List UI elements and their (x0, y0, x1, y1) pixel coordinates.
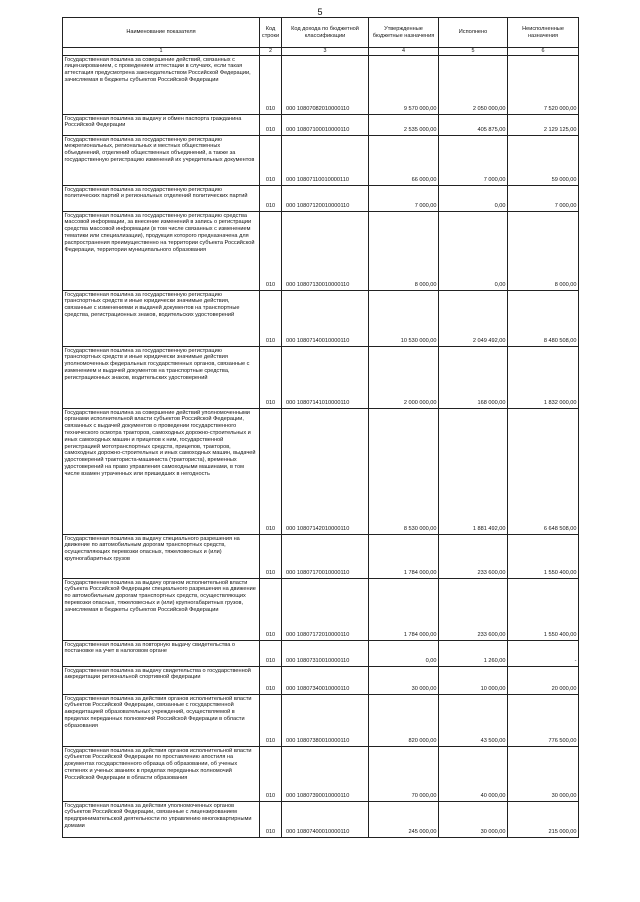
row-approved: 245 000,00 (369, 802, 439, 838)
row-approved: 9 570 000,00 (369, 56, 439, 115)
table-row (63, 186, 579, 212)
column-number: 3 (282, 48, 369, 56)
table-row (63, 802, 579, 838)
row-indicator-name: Государственная пошлина за государственную регистрацию транспортных средств и иные юридически значимые действия, связанные с изменениями и выдачей документов на транспортные средства, регистрационных знаков, водительских удостоверений (63, 291, 260, 347)
table-row (63, 56, 579, 115)
table-row (63, 747, 579, 802)
row-unexecuted: 30 000,00 (508, 747, 579, 802)
table-row (63, 291, 579, 347)
row-approved: 0,00 (369, 641, 439, 667)
row-income-code: 000 10807082010000110 (282, 56, 369, 115)
row-income-code: 000 10807380010000110 (282, 695, 369, 747)
row-line-code: 010 (260, 535, 282, 579)
row-income-code: 000 10807141010000110 (282, 347, 369, 409)
column-number: 2 (260, 48, 282, 56)
row-approved: 70 000,00 (369, 747, 439, 802)
table-row (63, 136, 579, 186)
row-approved: 2 535 000,00 (369, 115, 439, 136)
row-executed: 405 875,00 (439, 115, 508, 136)
row-indicator-name: Государственная пошлина за действия уполномоченных органов субъектов Российской Федерации, связанные с лицензированием предпринимательской деятельности по управлению многоквартирными домами (63, 802, 260, 838)
row-indicator-name: Государственная пошлина за выдачу специального разрешения на движение по автомобильным дорогам транспортных средств, осуществляющих перевозки опасных, тяжеловесных и (или) крупногабаритных грузов (63, 535, 260, 579)
row-executed: 43 500,00 (439, 695, 508, 747)
column-number: 1 (63, 48, 260, 56)
row-indicator-name: Государственная пошлина за выдачу и обмен паспорта гражданина Российской Федерации (63, 115, 260, 136)
row-indicator-name: Государственная пошлина за государственную регистрацию политических партий и региональных отделений политических партий (63, 186, 260, 212)
row-executed: 2 050 000,00 (439, 56, 508, 115)
row-line-code: 010 (260, 695, 282, 747)
row-unexecuted: 8 480 508,00 (508, 291, 579, 347)
row-line-code: 010 (260, 667, 282, 695)
row-line-code: 010 (260, 579, 282, 641)
column-number: 6 (508, 48, 579, 56)
row-unexecuted: - (508, 641, 579, 667)
table-row (63, 212, 579, 291)
header-income-code: Код дохода по бюджетной классификации (282, 18, 369, 48)
row-income-code: 000 10807130010000110 (282, 212, 369, 291)
row-line-code: 010 (260, 291, 282, 347)
column-number: 5 (439, 48, 508, 56)
header-unexecuted: Неисполненные назначения (508, 18, 579, 48)
table-header-row (63, 18, 579, 48)
row-executed: 1 881 492,00 (439, 409, 508, 535)
row-executed: 2 049 492,00 (439, 291, 508, 347)
row-approved: 7 000,00 (369, 186, 439, 212)
row-executed: 0,00 (439, 212, 508, 291)
row-approved: 1 784 000,00 (369, 535, 439, 579)
row-indicator-name: Государственная пошлина за государственную регистрацию межрегиональных, региональных и местных общественных объединений, отделений общественных объединений, а также за государственную регистрацию изменений их учредительных документов (63, 136, 260, 186)
row-indicator-name: Государственная пошлина за действия органов исполнительной власти субъектов Российской Федерации, связанные с государственной аккредитацией образовательных учреждений, осуществляемой в пределах переданных полномочий Российской Федерации в области образования (63, 695, 260, 747)
row-income-code: 000 10807400010000110 (282, 802, 369, 838)
row-income-code: 000 10807110010000110 (282, 136, 369, 186)
row-indicator-name: Государственная пошлина за государственную регистрацию транспортных средств и иные юридически значимые действия уполномоченных федеральных государственных органов, связанные с изменением и выдачей документов на транспортные средства, регистрационных знаков, водительских удостоверений (63, 347, 260, 409)
row-unexecuted: 7 000,00 (508, 186, 579, 212)
row-unexecuted: 7 520 000,00 (508, 56, 579, 115)
row-income-code: 000 10807142010000110 (282, 409, 369, 535)
row-indicator-name: Государственная пошлина за выдачу свидетельства о государственной аккредитации региональной спортивной федерации (63, 667, 260, 695)
column-number: 4 (369, 48, 439, 56)
row-approved: 30 000,00 (369, 667, 439, 695)
row-executed: 10 000,00 (439, 667, 508, 695)
row-income-code: 000 10807172010000110 (282, 579, 369, 641)
row-line-code: 010 (260, 186, 282, 212)
row-unexecuted: 1 550 400,00 (508, 535, 579, 579)
row-executed: 233 600,00 (439, 535, 508, 579)
row-income-code: 000 10807390010000110 (282, 747, 369, 802)
row-income-code: 000 10807340010000110 (282, 667, 369, 695)
row-line-code: 010 (260, 747, 282, 802)
row-approved: 1 784 000,00 (369, 579, 439, 641)
row-approved: 8 000,00 (369, 212, 439, 291)
table-row (63, 535, 579, 579)
row-income-code: 000 10807140010000110 (282, 291, 369, 347)
row-executed: 1 260,00 (439, 641, 508, 667)
page-number: 5 (317, 7, 323, 17)
row-income-code: 000 10807120010000110 (282, 186, 369, 212)
table-row (63, 115, 579, 136)
header-approved: Утвержденные бюджетные назначения (369, 18, 439, 48)
row-executed: 233 600,00 (439, 579, 508, 641)
header-executed: Исполнено (439, 18, 508, 48)
row-line-code: 010 (260, 56, 282, 115)
column-number-row (63, 48, 579, 56)
row-income-code: 000 10807310010000110 (282, 641, 369, 667)
row-unexecuted: 215 000,00 (508, 802, 579, 838)
row-line-code: 010 (260, 409, 282, 535)
row-line-code: 010 (260, 115, 282, 136)
row-indicator-name: Государственная пошлина за совершение действий, связанных с лицензированием, с проведением аттестации в случаях, если такая аттестация предусмотрена законодательством Российской Федерации, зачисляемая в бюджеты субъектов Российской Федерации (63, 56, 260, 115)
row-unexecuted: 8 000,00 (508, 212, 579, 291)
row-indicator-name: Государственная пошлина за выдачу органом исполнительной власти субъекта Российской Федерации специального разрешения на движение по автомобильным дорогам транспортных средств, осуществляющих перевозки опасных, тяжеловесных и (или) крупногабаритных грузов, зачисляемая в бюджеты субъектов Российской Федерации (63, 579, 260, 641)
row-indicator-name: Государственная пошлина за действия органов исполнительной власти субъектов Российской Федерации по проставлению апостиля на документах государственного образца об образовании, об ученых степенях и ученых званиях в пределах переданных полномочий Российской Федерации в области образования (63, 747, 260, 802)
table-row (63, 695, 579, 747)
row-line-code: 010 (260, 641, 282, 667)
header-indicator-name: Наименование показателя (63, 18, 260, 48)
table-row (63, 579, 579, 641)
row-unexecuted: 1 550 400,00 (508, 579, 579, 641)
row-line-code: 010 (260, 347, 282, 409)
row-line-code: 010 (260, 136, 282, 186)
row-executed: 30 000,00 (439, 802, 508, 838)
row-unexecuted: 1 832 000,00 (508, 347, 579, 409)
row-approved: 8 530 000,00 (369, 409, 439, 535)
header-line-code: Код строки (260, 18, 282, 48)
row-unexecuted: 6 648 508,00 (508, 409, 579, 535)
row-unexecuted: 776 500,00 (508, 695, 579, 747)
row-executed: 40 000,00 (439, 747, 508, 802)
row-indicator-name: Государственная пошлина за государственную регистрацию средства массовой информации, за внесение изменений в запись о регистрации средства массовой информации (в том числе связанных с изменением тематики или специализации), продукция которого предназначена для распространения преимущественно на территории субъекта Российской Федерации, территории муниципального образования (63, 212, 260, 291)
row-line-code: 010 (260, 802, 282, 838)
row-approved: 66 000,00 (369, 136, 439, 186)
row-approved: 2 000 000,00 (369, 347, 439, 409)
row-unexecuted: 20 000,00 (508, 667, 579, 695)
row-executed: 7 000,00 (439, 136, 508, 186)
row-income-code: 000 10807100010000110 (282, 115, 369, 136)
row-unexecuted: 59 000,00 (508, 136, 579, 186)
row-approved: 10 530 000,00 (369, 291, 439, 347)
table-row (63, 347, 579, 409)
row-executed: 168 000,00 (439, 347, 508, 409)
row-line-code: 010 (260, 212, 282, 291)
table-row (63, 641, 579, 667)
row-indicator-name: Государственная пошлина за совершение действий уполномоченными органами исполнительной власти субъектов Российской Федерации, связанных с выдачей документов о проведении государственного технического осмотра тракторов, самоходных дорожно-строительных и иных самоходных машин и прицепов к ним, государственной регистрацией мототранспортных средств, прицепов, тракторов, самоходных дорожно-строительных и иных самоходных машин, выдачей удостоверений тракториста-машиниста (тракториста), временных удостоверений на право управления самоходными машинами, в том числе взамен утраченных или пришедших в негодность (63, 409, 260, 535)
row-executed: 0,00 (439, 186, 508, 212)
table-row (63, 667, 579, 695)
row-approved: 820 000,00 (369, 695, 439, 747)
row-indicator-name: Государственная пошлина за повторную выдачу свидетельства о постановке на учет в налоговом органе (63, 641, 260, 667)
row-income-code: 000 10807170010000110 (282, 535, 369, 579)
row-unexecuted: 2 129 125,00 (508, 115, 579, 136)
table-row (63, 409, 579, 535)
budget-execution-table (62, 17, 579, 838)
